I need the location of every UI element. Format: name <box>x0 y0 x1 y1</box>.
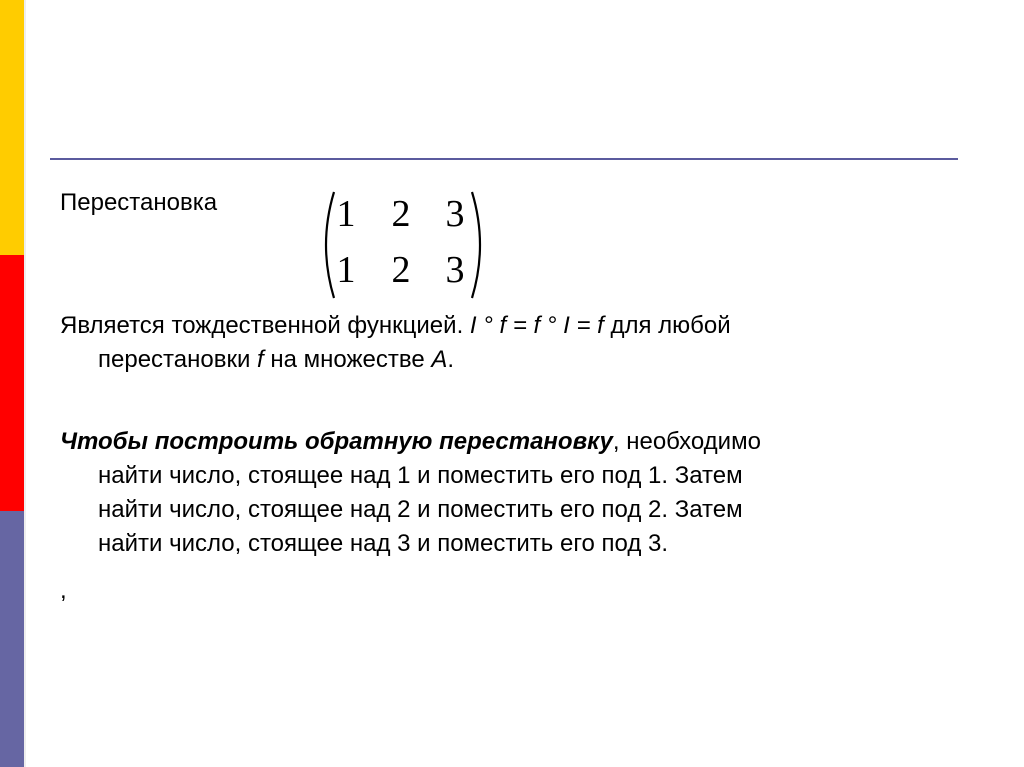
matrix-cell-r1-c2: 2 <box>391 193 411 235</box>
inverse-line-2: найти число, стоящее над 1 и поместить его под 1. Затем <box>98 462 743 489</box>
identity-text: Является тождественной функцией. <box>60 312 470 339</box>
identity-l2-period: . <box>447 346 455 373</box>
accent-bar-blue <box>0 511 24 767</box>
inverse-line-3: найти число, стоящее над 2 и поместить его под 2. Затем <box>98 496 743 523</box>
identity-l2-text-b: на множестве <box>263 346 432 373</box>
inverse-lead-emphasis: Чтобы построить обратную перестановку <box>60 428 613 455</box>
matrix-cell-r1-c1: 1 <box>336 193 356 235</box>
identity-l2-text: перестановки <box>98 346 258 373</box>
matrix-cell-r2-c1: 1 <box>336 249 356 291</box>
identity-l2-set: A <box>431 346 448 373</box>
inverse-l1-rest: , необходимо <box>612 428 761 455</box>
identity-permutation-matrix <box>320 190 486 300</box>
accent-bar-yellow <box>0 0 24 255</box>
identity-tail: для любой <box>603 312 731 339</box>
inverse-line-4: найти число, стоящее над 3 и поместить его под 3. <box>98 530 669 557</box>
identity-line-1 <box>60 309 960 343</box>
identity-formula: I ° f = f ° I = f <box>469 312 604 339</box>
inverse-line-1 <box>60 425 960 459</box>
matrix-cell-r2-c2: 2 <box>391 249 411 291</box>
title-divider <box>50 158 958 160</box>
accent-bar-red <box>0 255 24 511</box>
identity-l2-f: f <box>257 346 264 373</box>
stray-comma: , <box>60 577 67 604</box>
identity-line-2 <box>60 343 960 377</box>
inverse-paragraph <box>60 425 960 561</box>
identity-paragraph <box>60 309 960 377</box>
slide-inner-border <box>24 0 26 767</box>
matrix-cell-r2-c3: 3 <box>445 249 465 291</box>
permutation-label: Перестановка <box>60 189 218 216</box>
matrix-cell-r1-c3: 3 <box>445 193 465 235</box>
